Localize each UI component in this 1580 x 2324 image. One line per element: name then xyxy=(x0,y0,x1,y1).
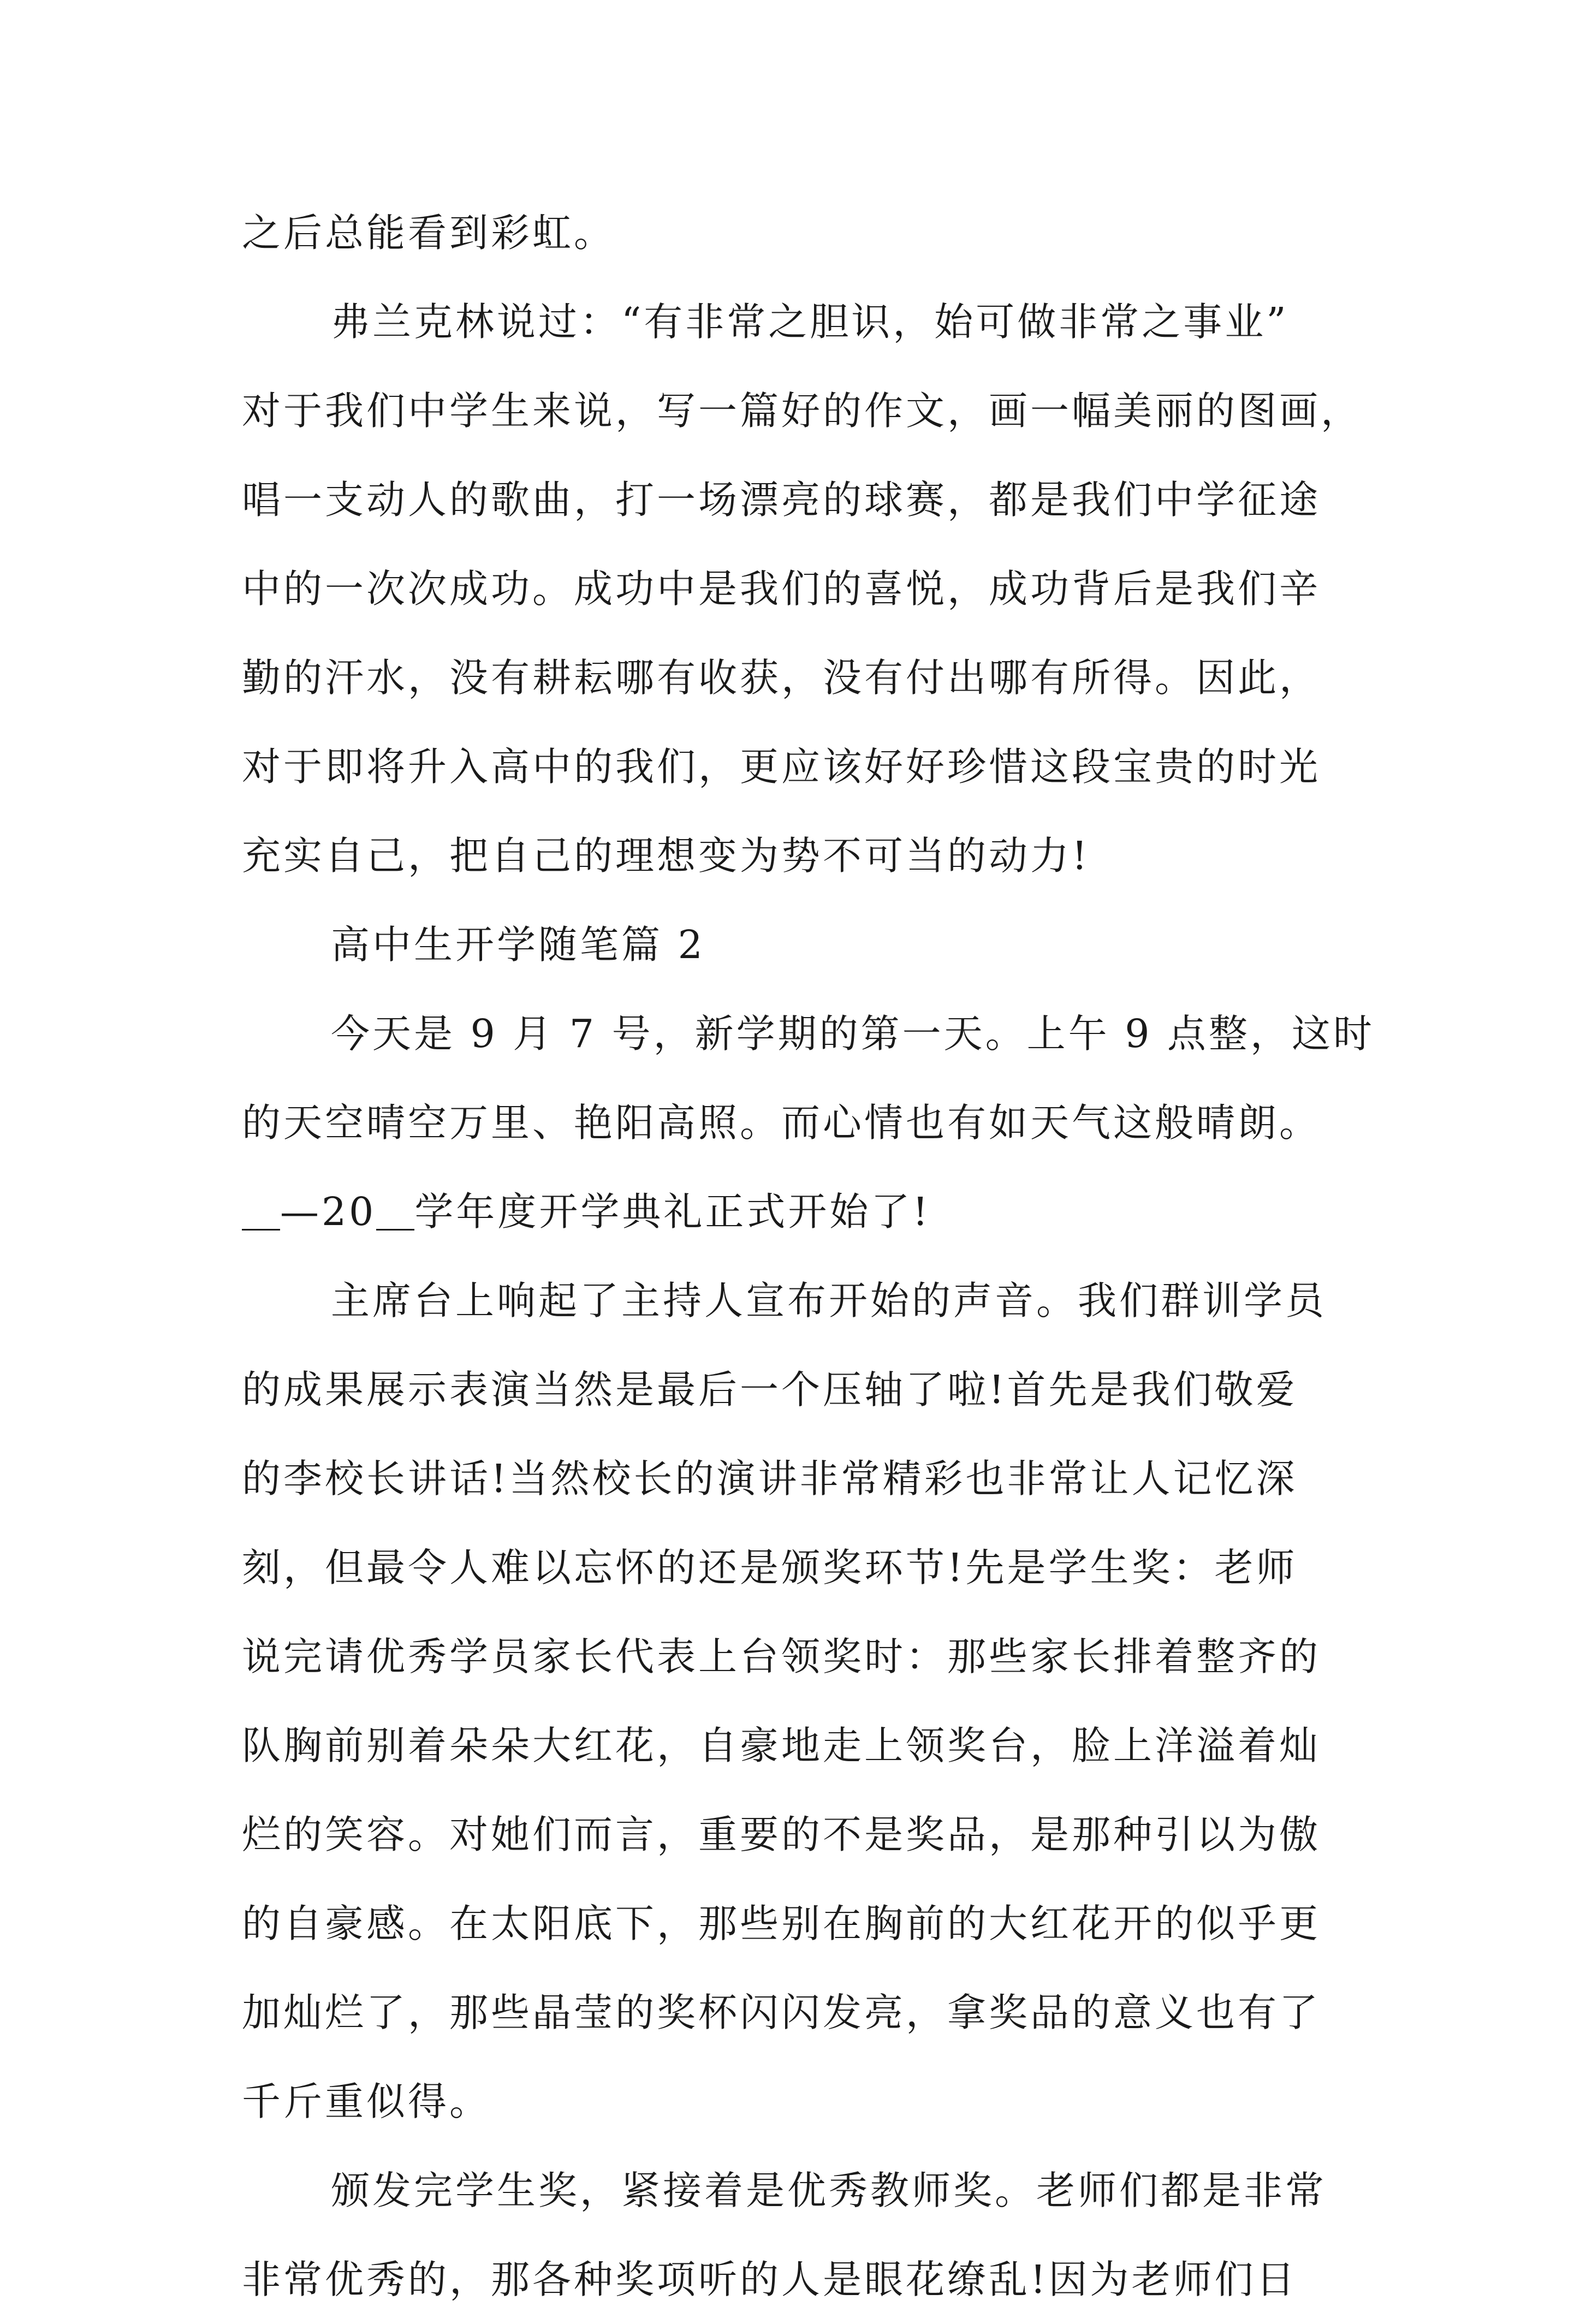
year-fragment: —20 xyxy=(280,1189,377,1234)
text-line: 说完请优秀学员家长代表上台领奖时：那些家长排着整齐的 xyxy=(242,1634,1321,1679)
text-line: 的天空晴空万里、艳阳高照。而心情也有如天气这般晴朗。 xyxy=(242,1100,1321,1145)
blank-underline xyxy=(242,1229,280,1231)
text-line: 勤的汗水，没有耕耘哪有收获，没有付出哪有所得。因此， xyxy=(242,655,1321,700)
text-line: 弗兰克林说过：“有非常之胆识，始可做非常之事业” xyxy=(331,299,1289,344)
blank-underline xyxy=(376,1229,414,1231)
section-heading: 高中生开学随笔篇 2 xyxy=(331,922,705,967)
text-line: 主席台上响起了主持人宣布开始的声音。我们群训学员 xyxy=(331,1278,1327,1323)
text-line: 唱一支动人的歌曲，打一场漂亮的球赛，都是我们中学征途 xyxy=(242,477,1321,522)
text-line: 之后总能看到彩虹。 xyxy=(242,210,616,255)
document-body xyxy=(242,188,1375,2324)
text-line: 的成果展示表演当然是最后一个压轴了啦!首先是我们敬爱 xyxy=(242,1367,1298,1412)
text-line: 对于我们中学生来说，写一篇好的作文，画一幅美丽的图画， xyxy=(242,388,1363,433)
text-fragment: 学年度开学典礼正式开始了! xyxy=(414,1189,931,1234)
text-line: 千斤重似得。 xyxy=(242,2079,491,2124)
text-line: 烂的笑容。对她们而言，重要的不是奖品，是那种引以为傲 xyxy=(242,1812,1321,1857)
text-line: 队胸前别着朵朵大红花，自豪地走上领奖台，脸上洋溢着灿 xyxy=(242,1723,1321,1768)
text-line: 颁发完学生奖，紧接着是优秀教师奖。老师们都是非常 xyxy=(331,2168,1327,2213)
text-line: 充实自己，把自己的理想变为势不可当的动力! xyxy=(242,833,1090,878)
text-line: 非常优秀的，那各种奖项听的人是眼花缭乱!因为老师们日 xyxy=(242,2257,1298,2302)
text-line: 对于即将升入高中的我们，更应该好好珍惜这段宝贵的时光 xyxy=(242,744,1321,789)
text-line xyxy=(242,1167,1367,1256)
text-line: 中的一次次成功。成功中是我们的喜悦，成功背后是我们辛 xyxy=(242,566,1321,611)
text-line: 的李校长讲话!当然校长的演讲非常精彩也非常让人记忆深 xyxy=(242,1456,1298,1501)
text-line: 今天是 9 月 7 号，新学期的第一天。上午 9 点整，这时 xyxy=(331,1011,1375,1056)
text-line: 刻，但最令人难以忘怀的还是颁奖环节!先是学生奖：老师 xyxy=(242,1545,1298,1590)
text-line: 的自豪感。在太阳底下，那些别在胸前的大红花开的似乎更 xyxy=(242,1901,1321,1946)
text-line: 加灿烂了，那些晶莹的奖杯闪闪发亮，拿奖品的意义也有了 xyxy=(242,1990,1321,2035)
